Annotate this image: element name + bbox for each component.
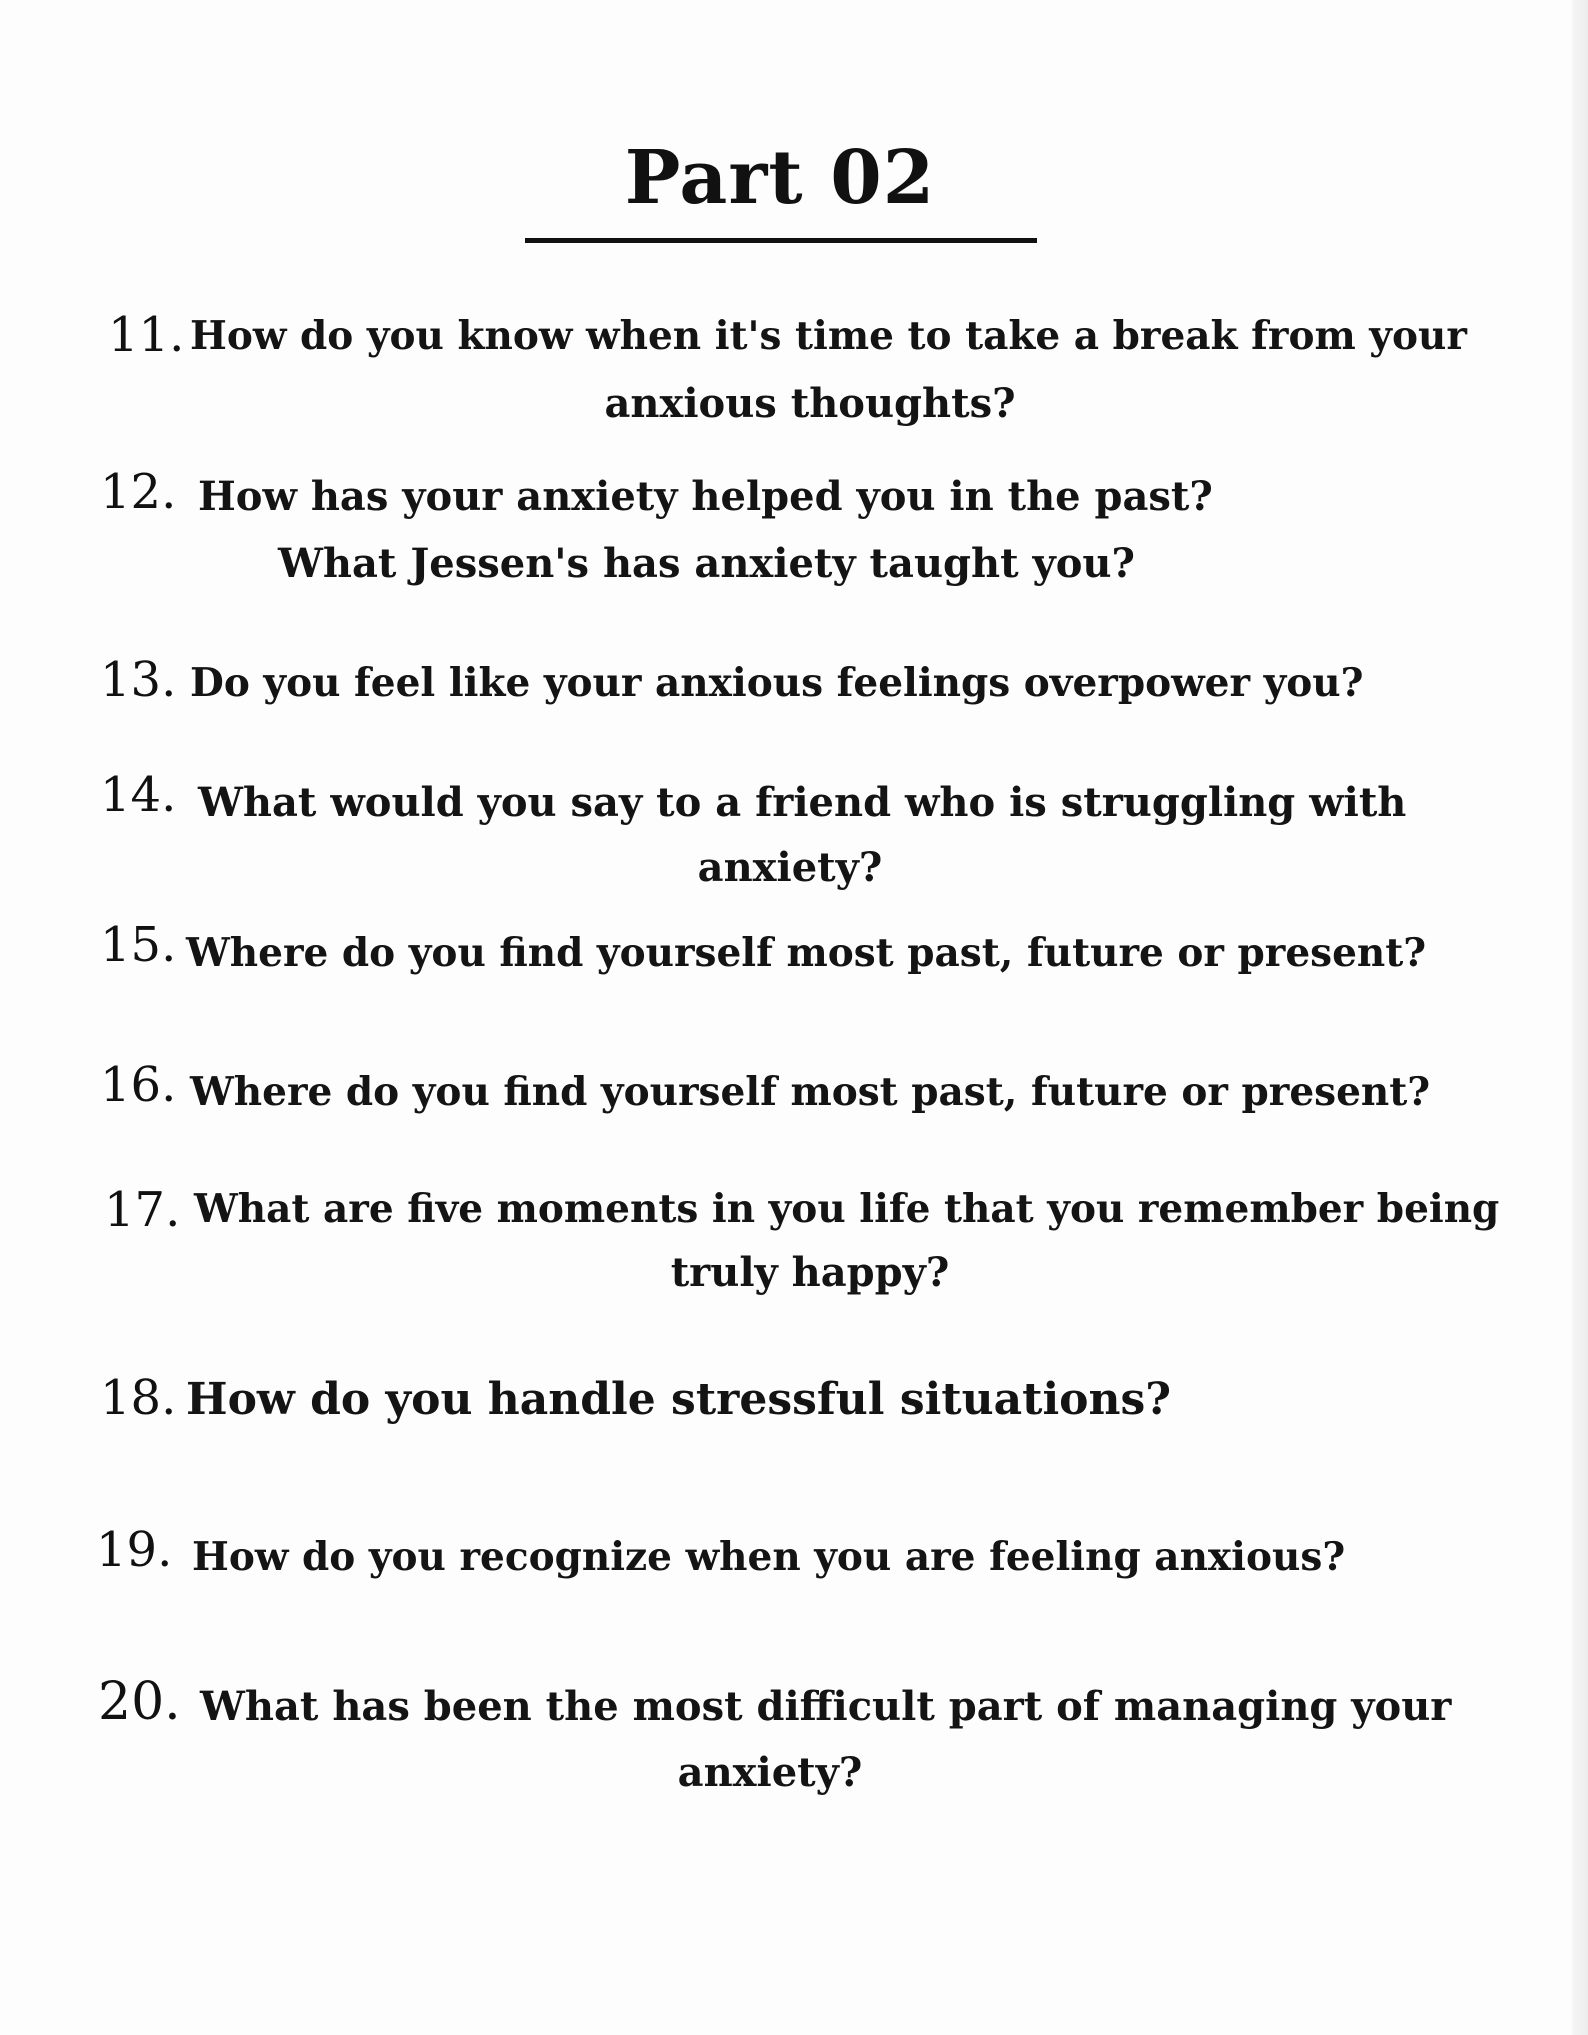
question-text-line: How do you recognize when you are feeling anxious? — [192, 1534, 1346, 1580]
question-text-line: What Jessen's has anxiety taught you? — [278, 540, 1135, 587]
question-number: 11. — [108, 307, 185, 363]
title-underline — [525, 238, 1037, 243]
question-text-line: How do you handle stressful situations? — [186, 1374, 1172, 1425]
question-text-line: Where do you find yourself most past, future or present? — [186, 930, 1427, 976]
question-number: 12. — [100, 464, 177, 520]
question-text-line: anxiety? — [697, 844, 883, 891]
question-number: 19. — [96, 1522, 173, 1578]
question-number: 20. — [98, 1672, 181, 1732]
question-text-line: What would you say to a friend who is struggling with — [198, 779, 1407, 826]
question-text-line: How do you know when it's time to take a break from your — [190, 313, 1467, 359]
page-edge-shadow — [1572, 0, 1588, 2035]
question-text-line: What has been the most difficult part of managing your — [200, 1683, 1452, 1730]
question-number: 16. — [100, 1057, 177, 1113]
question-text-line: truly happy? — [670, 1249, 950, 1296]
question-text-line: anxious thoughts? — [604, 380, 1016, 427]
question-text-line: Where do you find yourself most past, future or present? — [190, 1069, 1431, 1115]
question-text-line: What are five moments in you life that you remember being — [194, 1186, 1500, 1232]
page-title: Part 02 — [624, 135, 936, 221]
question-number: 17. — [104, 1182, 181, 1238]
question-text-line: Do you feel like your anxious feelings overpower you? — [190, 660, 1364, 706]
question-number: 13. — [100, 652, 177, 708]
question-number: 18. — [100, 1370, 177, 1426]
question-text-line: anxiety? — [677, 1749, 863, 1796]
question-number: 15. — [100, 917, 177, 973]
question-text-line: How has your anxiety helped you in the past? — [198, 473, 1213, 520]
question-number: 14. — [100, 767, 177, 823]
